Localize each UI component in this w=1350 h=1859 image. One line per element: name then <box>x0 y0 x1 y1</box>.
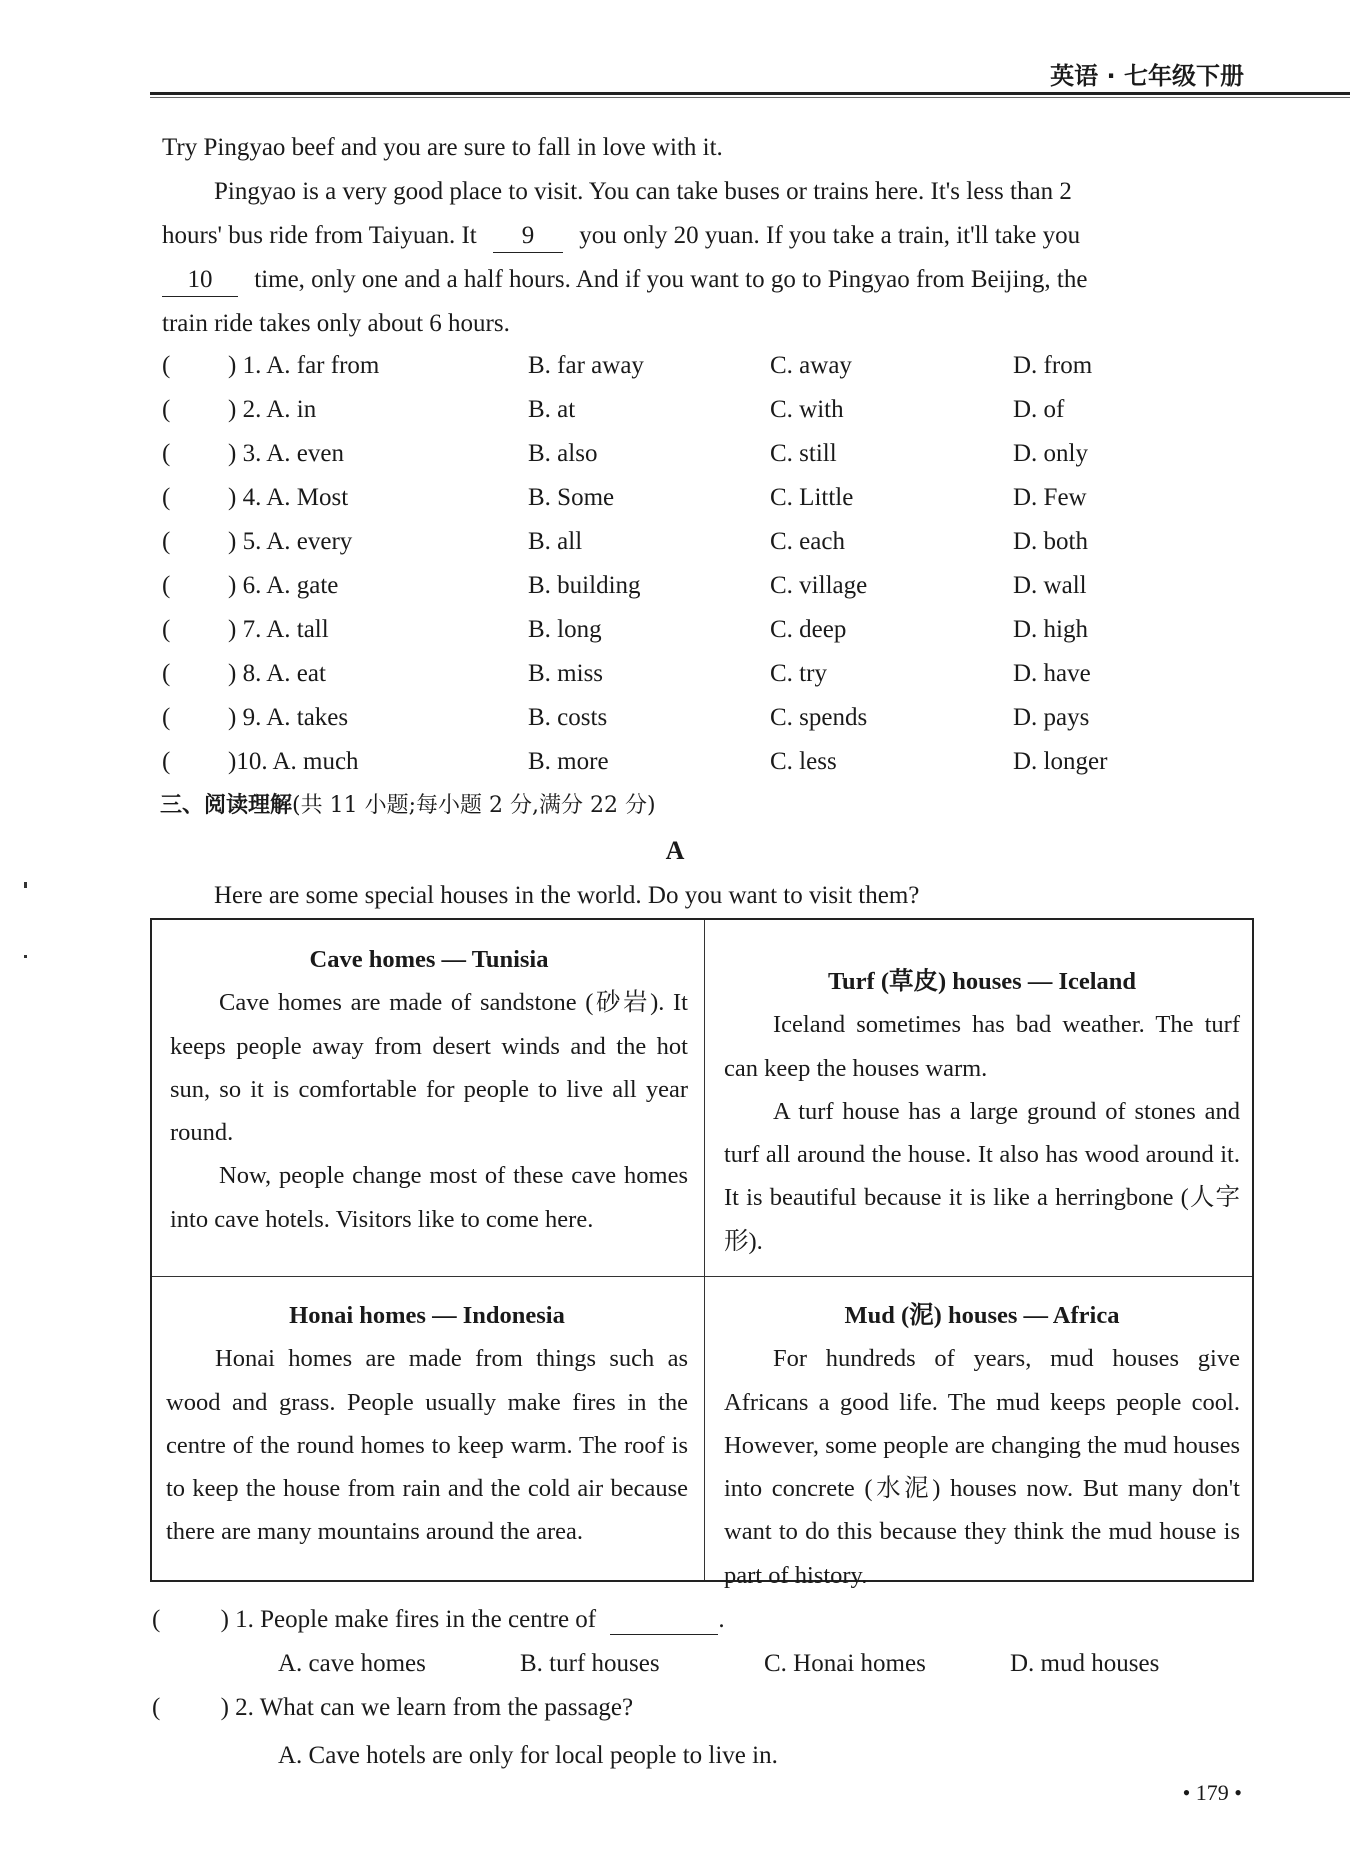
answer-paren[interactable]: ( <box>162 572 171 599</box>
option-c[interactable]: C. less <box>770 748 837 775</box>
option-a[interactable]: ) 5. A. every <box>228 528 353 555</box>
option-c[interactable]: C. village <box>770 572 868 599</box>
passage-line: Try Pingyao beef and you are sure to fall in love with it. <box>162 134 723 161</box>
option-c[interactable]: C. try <box>770 660 827 687</box>
option-c[interactable]: C. Little <box>770 484 854 511</box>
margin-mark <box>24 955 27 958</box>
question-end: . <box>718 1606 725 1633</box>
option-a[interactable]: ) 6. A. gate <box>228 572 339 599</box>
question-1-option-a[interactable]: A. cave homes <box>278 1650 426 1677</box>
option-c[interactable]: C. still <box>770 440 837 467</box>
answer-paren[interactable]: ( <box>152 1606 161 1633</box>
option-b[interactable]: B. at <box>528 396 576 423</box>
option-d[interactable]: D. only <box>1013 440 1088 467</box>
option-b[interactable]: B. Some <box>528 484 615 511</box>
cloze-row <box>160 616 1160 648</box>
cell-title: Honai homes — Indonesia <box>289 1302 565 1329</box>
option-d[interactable]: D. Few <box>1013 484 1087 511</box>
option-d[interactable]: D. longer <box>1013 748 1108 775</box>
question-text: ) 2. What can we learn from the passage? <box>220 1694 634 1721</box>
option-d[interactable]: D. wall <box>1013 572 1087 599</box>
answer-paren[interactable]: ( <box>162 352 171 379</box>
cloze-row <box>160 396 1160 428</box>
answer-paren[interactable]: ( <box>152 1694 161 1721</box>
option-b[interactable]: B. more <box>528 748 609 775</box>
blank-9: 9 <box>493 220 563 253</box>
cloze-row <box>160 440 1160 472</box>
passage-text: you only 20 yuan. If you take a train, it'll take you <box>579 222 1081 249</box>
question-2-option-a[interactable]: A. Cave hotels are only for local people to live in. <box>278 1742 778 1769</box>
answer-paren[interactable]: ( <box>162 528 171 555</box>
option-c[interactable]: C. with <box>770 396 844 423</box>
cell-title: Turf (草皮) houses — Iceland <box>827 968 1137 995</box>
option-a[interactable]: ) 2. A. in <box>228 396 317 423</box>
cloze-row <box>160 484 1160 516</box>
section-heading <box>160 788 656 819</box>
option-a[interactable]: ) 1. A. far from <box>228 352 380 379</box>
option-c[interactable]: C. deep <box>770 616 847 643</box>
cloze-row <box>160 572 1160 604</box>
option-b[interactable]: B. miss <box>528 660 604 687</box>
page-header-title: 英语 · 七年级下册 <box>1050 62 1244 90</box>
question-1-option-c[interactable]: C. Honai homes <box>764 1650 926 1677</box>
option-b[interactable]: B. also <box>528 440 598 467</box>
option-a[interactable]: ) 3. A. even <box>228 440 344 467</box>
cell-cave-homes <box>170 938 688 1241</box>
header-rule-thin <box>150 97 1350 98</box>
answer-paren[interactable]: ( <box>162 440 171 467</box>
passage-text: hours' bus ride from Taiyuan. It <box>162 222 477 249</box>
cloze-row <box>160 748 1160 780</box>
cell-paragraph: For hundreds of years, mud houses give Africans a good life. The mud keeps people cool. However, some people are changing the mud houses into concrete (水泥) houses now. But many don't want to do this because they think the mud house is part of history. <box>724 1345 1240 1589</box>
option-c[interactable]: C. away <box>770 352 852 379</box>
header-rule <box>150 92 1350 95</box>
question-1 <box>152 1606 725 1635</box>
answer-paren[interactable]: ( <box>162 484 171 511</box>
cell-turf-houses <box>724 960 1240 1263</box>
cell-title: Cave homes — Tunisia <box>309 946 549 973</box>
option-d[interactable]: D. have <box>1013 660 1091 687</box>
section-title: 三、阅读理解 <box>160 793 293 818</box>
question-1-option-d[interactable]: D. mud houses <box>1010 1650 1160 1677</box>
table-divider-horizontal <box>152 1276 1252 1277</box>
option-b[interactable]: B. building <box>528 572 641 599</box>
cell-paragraph: Honai homes are made from things such as wood and grass. People usually make fires in the centre of the round homes to keep warm. The roof is to keep the house from rain and the cold air because there are many mountains around the area. <box>166 1345 688 1546</box>
option-a[interactable]: ) 7. A. tall <box>228 616 329 643</box>
cell-title: Mud (泥) houses — Africa <box>844 1302 1120 1329</box>
cell-paragraph: Now, people change most of these cave homes into cave hotels. Visitors like to come here. <box>170 1162 688 1233</box>
option-a[interactable]: ) 8. A. eat <box>228 660 326 687</box>
option-b[interactable]: B. all <box>528 528 583 555</box>
option-b[interactable]: B. costs <box>528 704 608 731</box>
answer-blank <box>610 1606 718 1635</box>
cell-honai-homes <box>166 1294 688 1554</box>
option-d[interactable]: D. pays <box>1013 704 1090 731</box>
passage-line: Pingyao is a very good place to visit. You can take buses or trains here. It's less than 2 <box>214 178 1072 205</box>
question-text: ) 1. People make fires in the centre of <box>220 1606 597 1633</box>
option-a[interactable]: )10. A. much <box>228 748 359 775</box>
option-d[interactable]: D. of <box>1013 396 1065 423</box>
answer-paren[interactable]: ( <box>162 748 171 775</box>
question-2 <box>152 1694 633 1722</box>
reading-intro: Here are some special houses in the world. Do you want to visit them? <box>214 882 920 909</box>
answer-paren[interactable]: ( <box>162 396 171 423</box>
option-a[interactable]: ) 9. A. takes <box>228 704 349 731</box>
question-1-option-b[interactable]: B. turf houses <box>520 1650 660 1677</box>
cloze-row <box>160 660 1160 692</box>
cloze-row <box>160 352 1160 384</box>
cloze-row <box>160 528 1160 560</box>
passage-text: time, only one and a half hours. And if you want to go to Pingyao from Beijing, the <box>254 266 1088 293</box>
answer-paren[interactable]: ( <box>162 616 171 643</box>
answer-paren[interactable]: ( <box>162 704 171 731</box>
cloze-row <box>160 704 1160 736</box>
passage-line <box>162 220 1080 253</box>
option-a[interactable]: ) 4. A. Most <box>228 484 349 511</box>
option-c[interactable]: C. spends <box>770 704 868 731</box>
option-b[interactable]: B. long <box>528 616 602 643</box>
margin-mark <box>24 882 27 888</box>
blank-10: 10 <box>162 264 238 297</box>
section-note: (共 11 小题;每小题 2 分,满分 22 分) <box>292 793 656 818</box>
option-c[interactable]: C. each <box>770 528 845 555</box>
answer-paren[interactable]: ( <box>162 660 171 687</box>
option-d[interactable]: D. high <box>1013 616 1088 643</box>
cell-paragraph: Cave homes are made of sandstone (砂岩). It keeps people away from desert winds and the hot sun, so it is comfortable for people to live all year round. <box>170 989 688 1147</box>
houses-table <box>150 918 1254 1589</box>
passage-line: train ride takes only about 6 hours. <box>162 310 510 337</box>
option-d[interactable]: D. both <box>1013 528 1088 555</box>
passage-line <box>162 264 1087 297</box>
option-b[interactable]: B. far away <box>528 352 644 379</box>
page-number: • 179 • <box>1182 1780 1242 1805</box>
table-divider-vertical <box>704 920 705 1580</box>
cell-mud-houses <box>724 1294 1240 1597</box>
option-d[interactable]: D. from <box>1013 352 1093 379</box>
cell-paragraph: Iceland sometimes has bad weather. The turf can keep the houses warm. <box>724 1011 1240 1082</box>
cell-paragraph: A turf house has a large ground of stones and turf all around the house. It also has wood around it. It is beautiful because it is like a herringbone (人字形). <box>724 1097 1240 1255</box>
part-label: A <box>665 836 685 865</box>
